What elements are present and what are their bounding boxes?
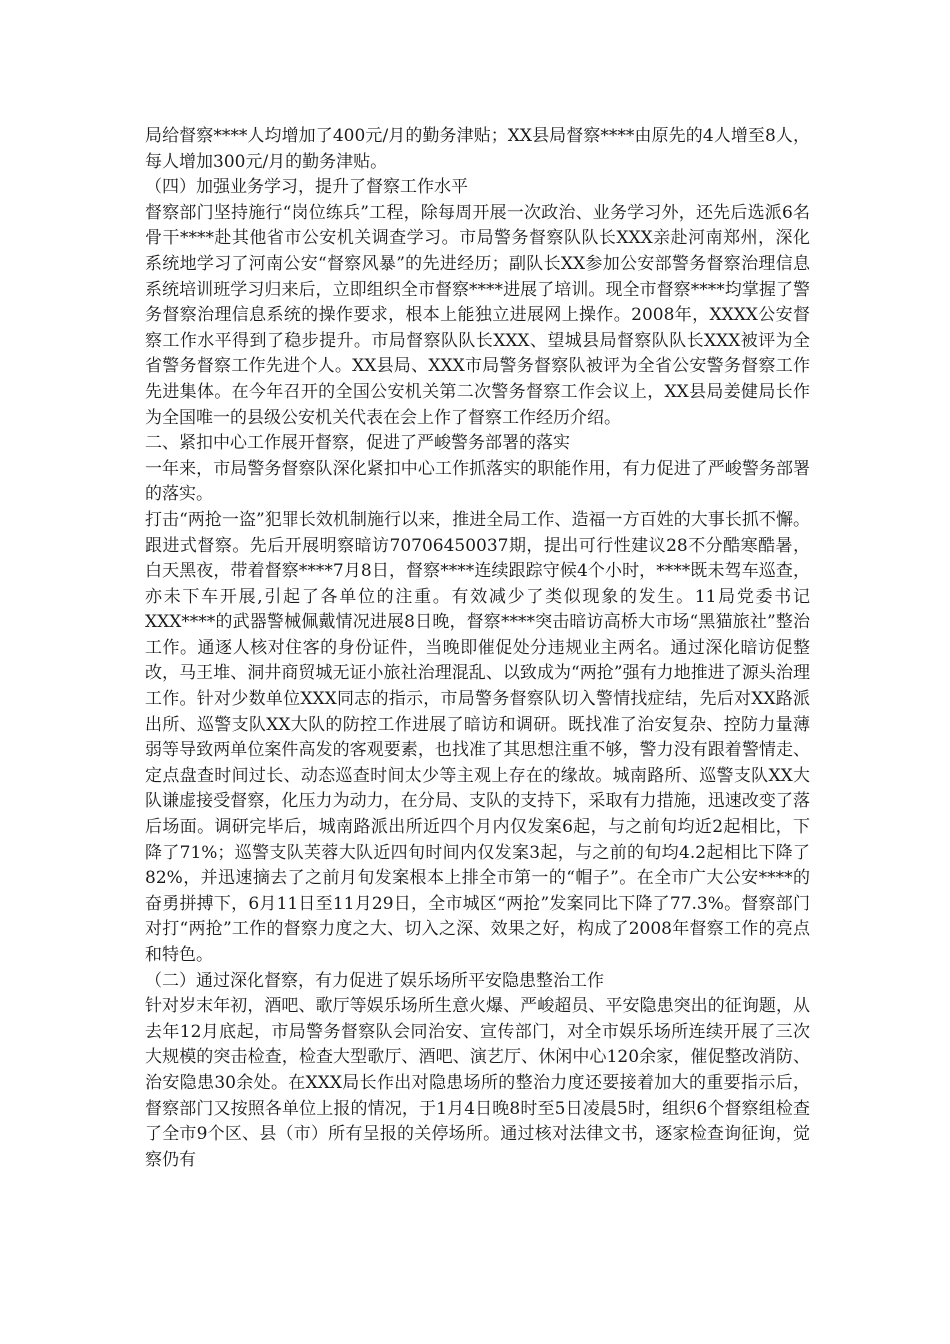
paragraph-allowance: 局给督察****人均增加了400元/月的勤务津贴；XX县局督察****由原先的4人增至8人，每人增加300元/月的勤务津贴。 (145, 126, 810, 172)
paragraph-overview: 一年来，市局警务督察队深化紧扣中心工作抓落实的职能作用，有力促进了严峻警务部署的落实。 (145, 458, 810, 505)
subsection-heading-2: （二）通过深化督察，有力促进了娱乐场所平安隐患整治工作 (145, 970, 604, 991)
document-body (145, 124, 810, 1173)
paragraph-training: 督察部门坚持施行“岗位练兵”工程，除每周开展一次政治、业务学习外，还先后选派6名骨干****赴其他省市公安机关调查学习。市局警务督察队队长XXX亲赴河南郑州，深化系统地学习了河南公安“督察风暴”的先进经历；副队长XX参加公安部警务督察治理信息系统培训班学习归来后，立即组织全市督察****进展了培训。现全市督察****均掌握了警务督察治理信息系统的操作要求，根本上能独立进展网上操作。2008年，XXXX公安督察工作水平得到了稳步提升。市局督察队队长XXX、望城县局督察队队长XXX被评为全省警务督察工作先进个人。XX县局、XXX市局警务督察队被评为全省公安警务督察工作先进集体。在今年召开的全国公安机关第二次警务督察工作会议上，XX县局姜健局长作为全国唯一的县级公安机关代表在会上作了督察工作经历介绍。 (145, 202, 810, 428)
paragraph-entertainment-venues: 针对岁末年初，酒吧、歌厅等娱乐场所生意火爆、严峻超员、平安隐患突出的征询题，从去年12月底起，市局警务督察队会同治安、宣传部门，对全市娱乐场所连续开展了三次大规模的突击检查，检查大型歌厅、酒吧、演艺厅、休闲中心120余家，催促整改消防、治安隐患30余处。在XXX局长作出对隐患场所的整治力度还要接着加大的重要指示后，督察部门又按照各单位上报的情况，于1月4日晚8时至5日凌晨5时，组织6个督察组检查了全市9个区、县（市）所有呈报的关停场所。通过核对法律文书，逐家检查询征询，觉察仍有 (145, 996, 810, 1170)
paragraph-robbery-crackdown: 打击“两抢一盗”犯罪长效机制施行以来，推进全局工作、造福一方百姓的大事长抓不懈。跟进式督察。先后开展明察暗访70706450037期，提出可行性建议28不分酷寒酷暑，白天黑夜，带着督察****7月8日，督察****连续跟踪守候4个小时，****既未驾车巡查，亦未下车开展,引起了各单位的注重。有效减少了类似现象的发生。11局党委书记XXX****的武器警械佩戴情况进展8日晚，督察****突击暗访高桥大市场“黑猫旅社”整治工作。通逐人核对住客的身份证件，当晚即催促处分违规业主两名。通过深化暗访促整改，马王堆、洞井商贸城无证小旅社治理混乱、以致成为“两抢”强有力地推进了源头治理工作。针对少数单位XXX同志的指示，市局警务督察队切入警情找症结，先后对XX路派出所、巡警支队XX大队的防控工作进展了暗访和调研。既找准了治安复杂、控防力量薄弱等导致两单位案件高发的客观要素，也找准了其思想注重不够，警力没有跟着警情走、定点盘查时间过长、动态巡查时间太少等主观上存在的缘故。城南路所、巡警支队XX大队谦虚接受督察，化压力为动力，在分局、支队的支持下，采取有力措施，迅速改变了落后场面。调研完毕后，城南路派出所近四个月内仅发案6起，与之前旬均近2起相比，下降了71%；巡警支队芙蓉大队近四旬时间内仅发案3起，与之前的旬均4.2起相比下降了82%，并迅速摘去了之前月旬发案根本上排全市第一的“帽子”。在全市广大公安****的奋勇拼搏下，6月11日至11月29日，全市城区“两抢”发案同比下降了77.3%。督察部门对打“两抢”工作的督察力度之大、切入之深、效果之好，构成了2008年督察工作的亮点和特色。 (145, 509, 810, 965)
section-heading-4: （四）加强业务学习，提升了督察工作水平 (145, 177, 468, 198)
section-heading-2: 二、紧扣中心工作展开督察，促进了严峻警务部署的落实 (145, 433, 570, 454)
